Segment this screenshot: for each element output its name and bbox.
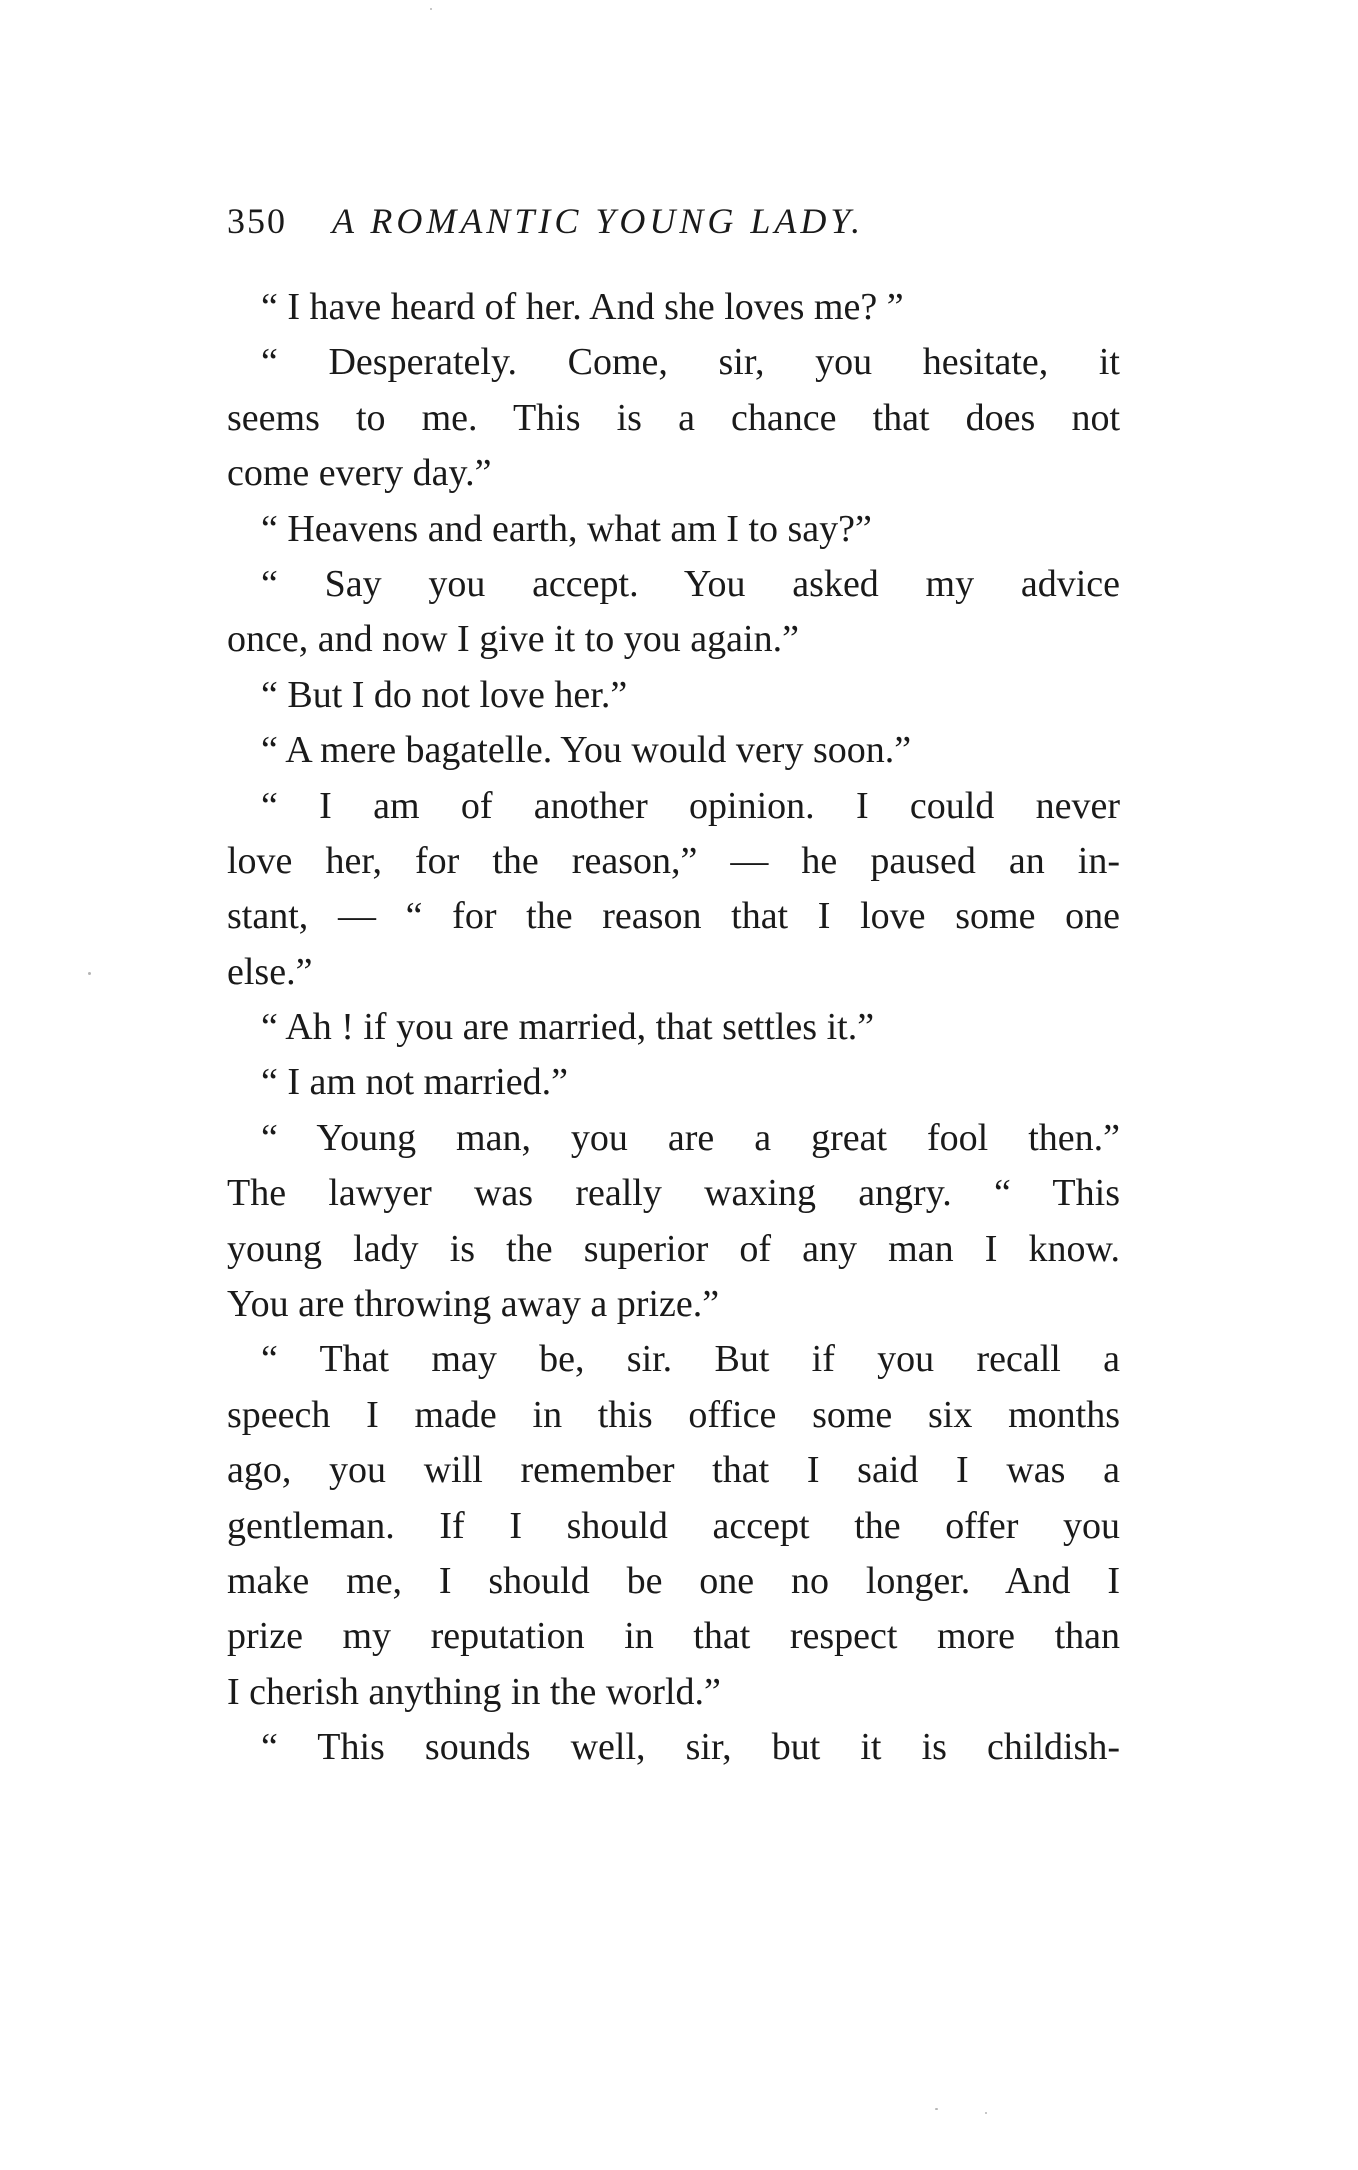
body-text: [227, 280, 1120, 1776]
text-line: “ I have heard of her. And she loves me? ”: [261, 286, 904, 328]
text-line: “ Heavens and earth, what am I to say?”: [261, 507, 872, 550]
paper-speck: [985, 2112, 987, 2114]
text-line: stant, — “ for the reason that I love some one: [227, 895, 1120, 938]
text-line: The lawyer was really waxing angry. “ This: [227, 1172, 1120, 1215]
paper-speck: [88, 972, 91, 975]
text-line: “ That may be, sir. But if you recall a: [261, 1338, 1120, 1381]
text-line: young lady is the superior of any man I know.: [227, 1227, 1120, 1270]
running-title: A ROMANTIC YOUNG LADY.: [332, 201, 865, 241]
text-line: “ Desperately. Come, sir, you hesitate, it: [261, 341, 1120, 384]
text-line: “ This sounds well, sir, but it is childish-: [261, 1726, 1120, 1769]
text-line: speech I made in this office some six months: [227, 1393, 1120, 1436]
text-line: I cherish anything in the world.”: [227, 1670, 721, 1713]
text-line: “ I am not married.”: [261, 1061, 569, 1104]
paper-speck: [935, 2108, 938, 2110]
text-line: seems to me. This is a chance that does not: [227, 396, 1120, 439]
text-line: You are throwing away a prize.”: [227, 1283, 720, 1326]
text-line: love her, for the reason,” — he paused an in-: [227, 839, 1120, 882]
page-number: 350: [227, 201, 287, 241]
text-line: ago, you will remember that I said I was a: [227, 1449, 1120, 1492]
text-line: come every day.”: [227, 452, 492, 495]
text-line: “ Ah ! if you are married, that settles it.”: [261, 1006, 875, 1049]
running-head: [227, 200, 1127, 250]
text-line: once, and now I give it to you again.”: [227, 618, 799, 661]
text-line: “ Young man, you are a great fool then.”: [261, 1116, 1120, 1159]
text-line: “ A mere bagatelle. You would very soon.”: [261, 729, 912, 772]
text-line: prize my reputation in that respect more than: [227, 1615, 1120, 1658]
text-line: gentleman. If I should accept the offer you: [227, 1504, 1120, 1547]
paper-speck: [430, 8, 432, 10]
text-line: “ Say you accept. You asked my advice: [261, 562, 1120, 605]
text-line: “ I am of another opinion. I could never: [261, 784, 1120, 827]
text-line: else.”: [227, 950, 313, 993]
text-line: make me, I should be one no longer. And I: [227, 1559, 1120, 1602]
text-line: “ But I do not love her.”: [261, 673, 628, 716]
